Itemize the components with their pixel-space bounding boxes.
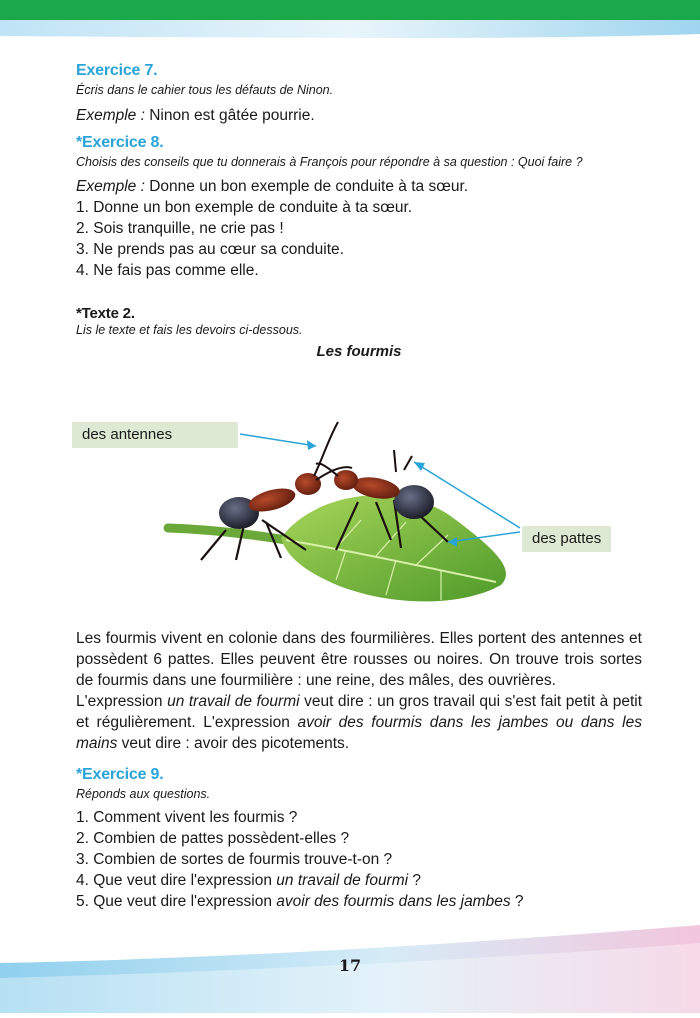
exercise9-title: *Exercice 9. <box>76 766 164 783</box>
text2-instruction: Lis le texte et fais les devoirs ci-dessous. <box>76 323 303 337</box>
list-item: 1. Donne un bon exemple de conduite à ta sœur. <box>76 199 413 216</box>
label-antennae: des antennes <box>72 422 238 448</box>
exercise8-instruction: Choisis des conseils que tu donnerais à François pour répondre à sa question : Quoi faire ? <box>76 155 583 169</box>
q4-expression: un travail de fourmi <box>276 872 409 889</box>
reading-text <box>76 628 642 912</box>
q5-end: ? <box>510 893 524 910</box>
text-paragraph-1: Les fourmis vivent en colonie dans des fourmilières. Elles portent des antennes et possèdent 6 pattes. Elles peuvent être rousses ou noires. On trouve trois sortes de fourmis dans une fourmilière : une reine, des mâles, des ouvrières. <box>76 630 642 689</box>
example-text: Donne un bon exemple de conduite à ta sœur. <box>149 178 469 195</box>
list-item: 2. Sois tranquille, ne crie pas ! <box>76 220 284 237</box>
question-5 <box>76 891 642 912</box>
question-1: 1. Comment vivent les fourmis ? <box>76 809 298 826</box>
text-paragraph-2 <box>76 691 642 754</box>
exercise8-example <box>76 176 642 197</box>
q5-text: 5. Que veut dire l'expression <box>76 893 277 910</box>
top-decoration-band <box>0 0 700 50</box>
p2-expression-2: avoir des fourmis dans les jambes ou dans les mains <box>76 714 642 752</box>
text2-heading: Les fourmis <box>316 343 402 360</box>
ants-figure <box>76 410 642 615</box>
exercise7-title: Exercice 7. <box>76 62 158 79</box>
exercise7-instruction: Écris dans le cahier tous les défauts de Ninon. <box>76 83 334 97</box>
exercise7-example <box>76 105 642 126</box>
example-label: Exemple : <box>76 178 145 195</box>
example-text: Ninon est gâtée pourrie. <box>149 107 315 124</box>
p2-segment: veut dire : un gros travail qui s'est fait petit à petit et régulièrement. L'expression <box>76 693 643 731</box>
page-content <box>76 62 642 360</box>
list-item: 4. Ne fais pas comme elle. <box>76 262 259 279</box>
question-4 <box>76 870 642 891</box>
q4-text: 4. Que veut dire l'expression <box>76 872 277 889</box>
p2-expression-1: un travail de fourmi <box>167 693 300 710</box>
exercise9-instruction: Réponds aux questions. <box>76 787 211 801</box>
example-label: Exemple : <box>76 107 145 124</box>
label-legs: des pattes <box>522 526 611 552</box>
page-number: 17 <box>338 956 362 975</box>
q5-expression: avoir des fourmis dans les jambes <box>276 893 511 910</box>
question-3: 3. Combien de sortes de fourmis trouve-t-on ? <box>76 851 393 868</box>
q4-end: ? <box>408 872 422 889</box>
question-2: 2. Combien de pattes possèdent-elles ? <box>76 830 350 847</box>
exercise8-title: *Exercice 8. <box>76 134 164 151</box>
list-item: 3. Ne prends pas au cœur sa conduite. <box>76 241 344 258</box>
p2-segment: L'expression <box>76 693 168 710</box>
text2-title: *Texte 2. <box>76 305 135 322</box>
p2-segment: veut dire : avoir des picotements. <box>117 735 350 752</box>
